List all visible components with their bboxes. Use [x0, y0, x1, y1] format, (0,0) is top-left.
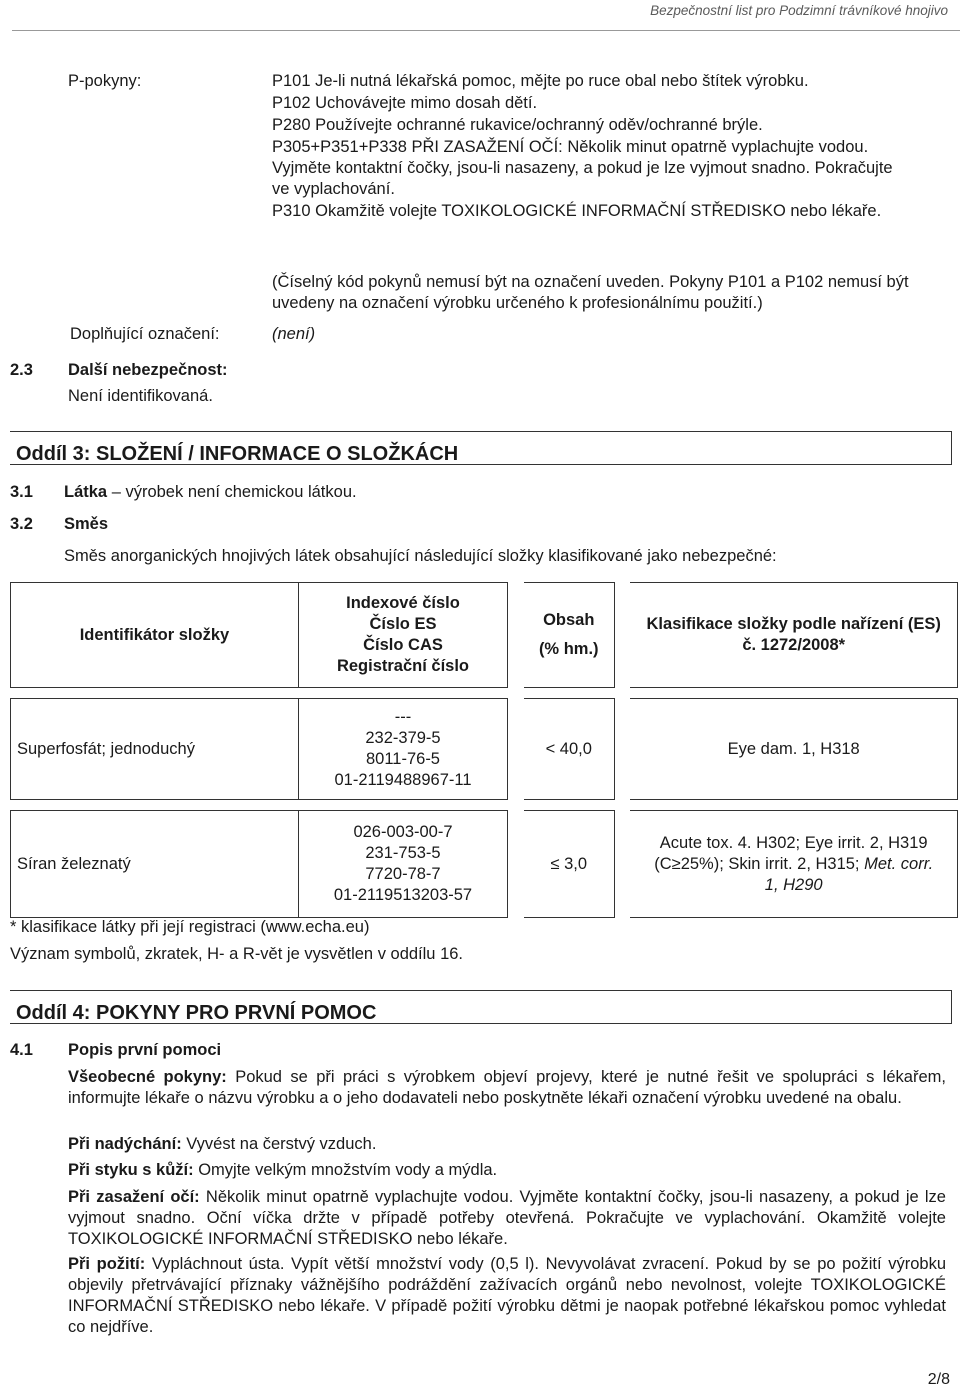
subsection-title: Popis první pomoci: [68, 1041, 222, 1059]
subsection-number: 3.2: [10, 515, 33, 533]
class-text-italic: Met. corr.: [864, 854, 934, 873]
id-line: 01-2119513203-57: [333, 886, 473, 904]
section-number: 2.3: [10, 361, 33, 379]
other-hazards-value: Není identifikovaná.: [68, 387, 213, 405]
class-line: 1, H290: [764, 875, 823, 894]
section-4-heading: Oddíl 4: POKYNY PRO PRVNÍ POMOC: [10, 990, 952, 1024]
section-3-heading: Oddíl 3: SLOŽENÍ / INFORMACE O SLOŽKÁCH: [10, 431, 952, 465]
component-ids: [299, 810, 508, 918]
first-aid-text: Vyvést na čerstvý vzduch.: [181, 1135, 377, 1153]
id-line: ---: [394, 708, 412, 726]
first-aid-text: Omyjte velkým množstvím vody a mýdla.: [193, 1161, 498, 1179]
header-class-line: Klasifikace složky podle nařízení (ES): [646, 615, 941, 633]
mixture-intro: Směs anorganických hnojivých látek obsahující následující složky klasifikované jako nebezpečné:: [64, 547, 777, 565]
component-content: ≤ 3,0: [524, 810, 615, 918]
header-id-line: Číslo CAS: [363, 636, 443, 654]
first-aid-text: Několik minut opatrně vyplachujte vodou. Vyjměte kontaktní čočky, jsou-li nasazeny, a pokud je lze vyjmout snadno. Oční víčka držte v případě potřeby otevřená. Pokračujte ve vyplachování. Okamžitě volejte TOXIKOLOGICKÉ INFORMAČNÍ STŘEDISKO nebo lékaře.: [68, 1188, 946, 1248]
header-id-line: Indexové číslo: [346, 594, 460, 612]
table-gap: [615, 582, 631, 688]
p-statements-list: [272, 71, 912, 223]
component-name: Síran železnatý: [10, 810, 299, 918]
first-aid-label: Při požití:: [68, 1255, 146, 1273]
first-aid-skin: [68, 1160, 946, 1181]
header-component: Identifikátor složky: [10, 582, 299, 688]
first-aid-label: Při zasažení očí:: [68, 1188, 200, 1206]
document-header-title: Bezpečnostní list pro Podzimní trávníkové hnojivo: [650, 3, 948, 18]
table-gap: [508, 810, 524, 918]
id-line: 231-753-5: [365, 844, 441, 862]
header-id-line: Registrační číslo: [336, 657, 470, 675]
table-row: [10, 698, 958, 800]
section-title: Další nebezpečnost:: [68, 361, 228, 379]
first-aid-eyes: [68, 1187, 946, 1250]
p-statements-label: P-pokyny:: [68, 72, 142, 90]
first-aid-label: Všeobecné pokyny:: [68, 1068, 227, 1086]
component-name: Superfosfát; jednoduchý: [10, 698, 299, 800]
table-gap: [615, 698, 631, 800]
header-identifiers: [299, 582, 508, 688]
mixture-title: Směs: [64, 515, 109, 533]
substance-label: Látka: [64, 483, 108, 501]
subsection-number: 3.1: [10, 483, 33, 501]
class-text: (C≥25%); Skin irrit. 2, H315;: [654, 854, 865, 873]
p-statements-note: (Číselný kód pokynů nemusí být na označení uveden. Pokyny P101 a P102 nemusí být uvedeny na označení výrobku určeného k profesionálnímu použití.): [272, 273, 909, 312]
id-line: 232-379-5: [365, 729, 441, 747]
id-line: 7720-78-7: [365, 865, 441, 883]
id-line: 026-003-00-7: [353, 823, 453, 841]
id-line: 01-2119488967-11: [334, 771, 472, 789]
supplementary-value: (není): [272, 325, 316, 343]
id-line: 8011-76-5: [365, 750, 440, 768]
first-aid-text: Pokud se při práci s výrobkem objeví projevy, které je nutné řešit ve spolupráci s lékařem, informujte lékaře o názvu výrobku a o jeho dodavateli nebo poskytněte lékaři označení výrobku uvedené na obalu.: [68, 1068, 946, 1107]
first-aid-label: Při nadýchání:: [68, 1135, 182, 1153]
p-statement: P310 Okamžitě volejte TOXIKOLOGICKÉ INFORMAČNÍ STŘEDISKO nebo lékaře.: [272, 202, 882, 220]
substance-text: – výrobek není chemickou látkou.: [107, 483, 357, 501]
first-aid-inhalation: [68, 1134, 946, 1155]
p-statement: P101 Je-li nutná lékařská pomoc, mějte po ruce obal nebo štítek výrobku.: [272, 72, 809, 90]
composition-table: [10, 572, 958, 928]
class-line: Eye dam. 1, H318: [727, 739, 860, 758]
header-content: [524, 582, 615, 688]
page-number: 2/8: [927, 1371, 950, 1388]
component-ids: [299, 698, 508, 800]
component-classification: [630, 698, 958, 800]
substance-statement: [64, 482, 357, 503]
component-content: < 40,0: [524, 698, 615, 800]
first-aid-label: Při styku s kůží:: [68, 1161, 194, 1179]
supplementary-label: Doplňující označení:: [70, 325, 220, 343]
table-header-row: [10, 582, 958, 688]
first-aid-text: Vypláchnout ústa. Vypít větší množství vody (0,5 l). Nevyvolávat zvracení. Pokud by se po požití výrobku objevily přetrvávající příznaky vážnějšího podráždění zažívacích orgánů nebo nevolnost, volejte TOXIKOLOGICKÉ INFORMAČNÍ STŘEDISKO nebo lékaře. V případě požití výrobku dětmi je naopak potřebné lékařskou pomoc vyhledat co nejdříve.: [68, 1255, 946, 1336]
header-content-line: (% hm.): [538, 640, 599, 658]
header-divider: [12, 30, 960, 31]
table-gap: [508, 698, 524, 800]
class-line: Acute tox. 4. H302; Eye irrit. 2, H319: [659, 833, 928, 852]
subsection-number: 4.1: [10, 1041, 33, 1059]
table-gap: [508, 582, 524, 688]
p-statement: P102 Uchovávejte mimo dosah dětí.: [272, 94, 538, 112]
table-gap: [615, 810, 631, 918]
table-footnote: * klasifikace látky při její registraci (www.echa.eu): [10, 918, 370, 936]
header-classification: [630, 582, 958, 688]
table-row: [10, 810, 958, 918]
p-statement: P280 Používejte ochranné rukavice/ochranný oděv/ochranné brýle.: [272, 116, 763, 134]
component-classification: [630, 810, 958, 918]
header-content-line: Obsah: [543, 611, 595, 629]
abbreviation-note: Význam symbolů, zkratek, H- a R-vět je vysvětlen v oddílu 16.: [10, 945, 464, 963]
first-aid-general: [68, 1067, 946, 1109]
class-line: [636, 854, 951, 875]
header-class-line: č. 1272/2008*: [742, 636, 846, 654]
header-id-line: Číslo ES: [369, 615, 437, 633]
first-aid-ingestion: [68, 1254, 946, 1338]
p-statement: P305+P351+P338 PŘI ZASAŽENÍ OČÍ: Několik minut opatrně vyplachujte vodou. Vyjměte kontaktní čočky, jsou-li nasazeny, a pokud je lze vyjmout snadno. Pokračujte ve vyplachování.: [272, 138, 893, 198]
